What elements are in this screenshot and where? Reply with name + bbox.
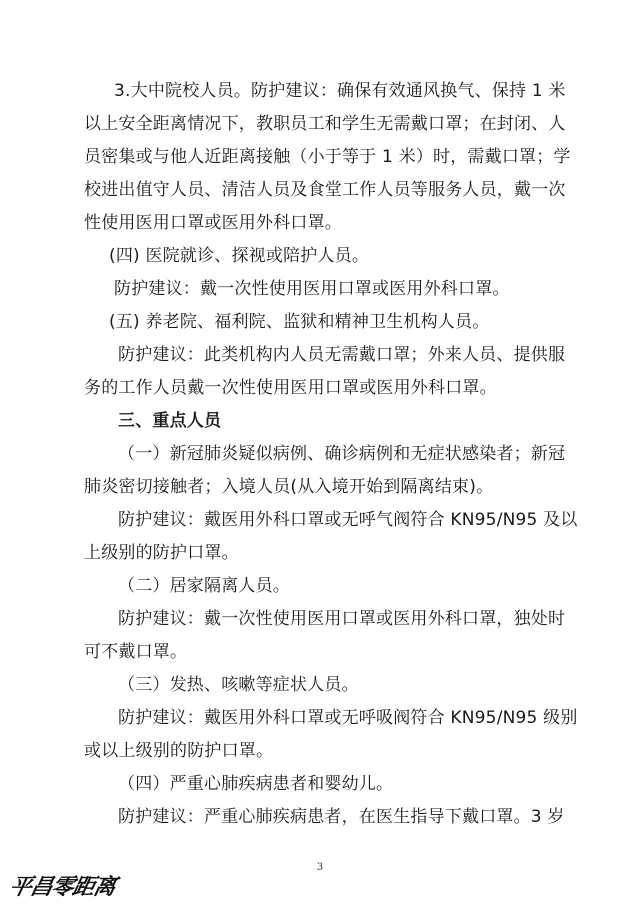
text-line: （三）发热、咳嗽等症状人员。	[118, 675, 359, 695]
page-number: 3	[316, 862, 324, 873]
text-line: 防护建议：戴医用外科口罩或无呼吸阀符合 KN95/N95 级别	[118, 708, 578, 728]
text-line: 员密集或与他人近距离接触（小于等于 1 米）时，需戴口罩；学	[84, 147, 571, 167]
text-line: (四) 医院就诊、探视或陪护人员。	[109, 246, 370, 266]
text-line: 防护建议：严重心肺疾病患者，在医生指导下戴口罩。3 岁	[118, 807, 565, 827]
text-line: 防护建议：戴一次性使用医用口罩或医用外科口罩，独处时	[118, 609, 566, 629]
text-line: （二）居家隔离人员。	[118, 576, 290, 596]
text-line: 防护建议：戴医用外科口罩或无呼气阀符合 KN95/N95 及以	[118, 510, 578, 530]
text-line: 性使用医用口罩或医用外科口罩。	[84, 213, 342, 233]
text-line: 或以上级别的防护口罩。	[84, 741, 274, 761]
text-line: 校进出值守人员、清洁人员及食堂工作人员等服务人员，戴一次	[84, 180, 566, 200]
text-line: 肺炎密切接触者；入境人员(从入境开始到隔离结束)。	[84, 477, 494, 497]
text-line: 可不戴口罩。	[84, 642, 188, 662]
text-line: 上级别的防护口罩。	[84, 543, 239, 563]
text-line: 防护建议：此类机构内人员无需戴口罩；外来人员、提供服	[118, 345, 566, 365]
text-line: （四）严重心肺疾病患者和婴幼儿。	[118, 774, 394, 794]
text-line: (五) 养老院、福利院、监狱和精神卫生机构人员。	[109, 312, 490, 332]
text-line: 以上安全距离情况下，教职员工和学生无需戴口罩；在封闭、人	[84, 114, 566, 134]
text-line: 三、重点人员	[118, 411, 222, 431]
text-line: 防护建议：戴一次性使用医用口罩或医用外科口罩。	[114, 279, 510, 299]
text-line: 3.大中院校人员。防护建议：确保有效通风换气、保持 1 米	[114, 81, 566, 101]
text-line: 务的工作人员戴一次性使用医用口罩或医用外科口罩。	[84, 378, 497, 398]
watermark-logo: 平昌零距离	[6, 874, 118, 900]
text-line: （一）新冠肺炎疑似病例、确诊病例和无症状感染者；新冠	[118, 444, 566, 464]
